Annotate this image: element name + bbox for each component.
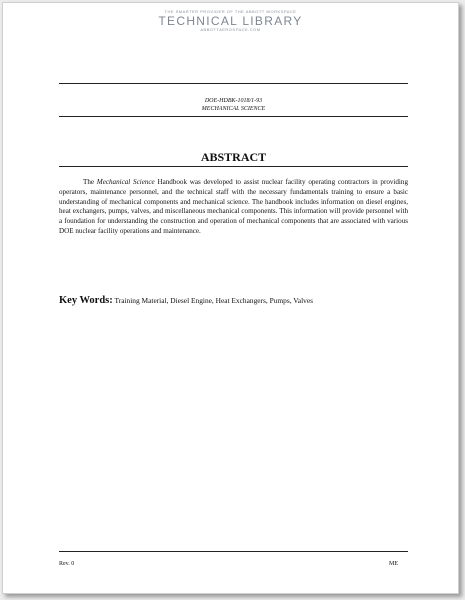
footer-revision: Rev. 0 [59,561,75,567]
abstract-title: ABSTRACT [200,150,267,164]
abstract-body-text: Handbook was developed to assist nuclear facility operating contractors in providing operators, maintenance personnel, and the technical staff with the necessary fundamentals training to ensure a basic understanding of mechanical components and mechanical science. The handbook includes information on diesel engines, heat exchangers, pumps, valves, and miscellaneous mechanical components. This information will provide personnel with a foundation for understanding the construction and operation of mechanical components that are associated with various DOE nuclear facility operations and maintenance. [59,178,408,235]
running-header [59,83,408,113]
key-words [59,295,419,307]
watermark-logo [3,9,458,33]
key-words-label: Key Words: [59,295,113,306]
footer-code: ME [389,561,398,567]
doc-number: DOE-HDBK-1018/1-93 [204,98,263,104]
abstract-paragraph [59,178,408,237]
document-page [2,2,459,594]
logo-tagline: THE SMARTER PROVIDER OF THE ABBOTT WORKSPACE [164,9,297,14]
logo-name: TECHNICAL LIBRARY [158,14,303,28]
header-rule [59,116,408,117]
abstract-intro: The [83,178,97,186]
doc-subject: MECHANICAL SCIENCE [201,106,266,112]
footer-rule [59,551,408,552]
key-words-text: Training Material, Diesel Engine, Heat Exchangers, Pumps, Valves [114,296,313,305]
abstract-rule [59,166,408,167]
abstract-emphasis: Mechanical Science [96,178,155,186]
logo-url: ABBOTTAEROSPACE.COM [200,27,261,32]
